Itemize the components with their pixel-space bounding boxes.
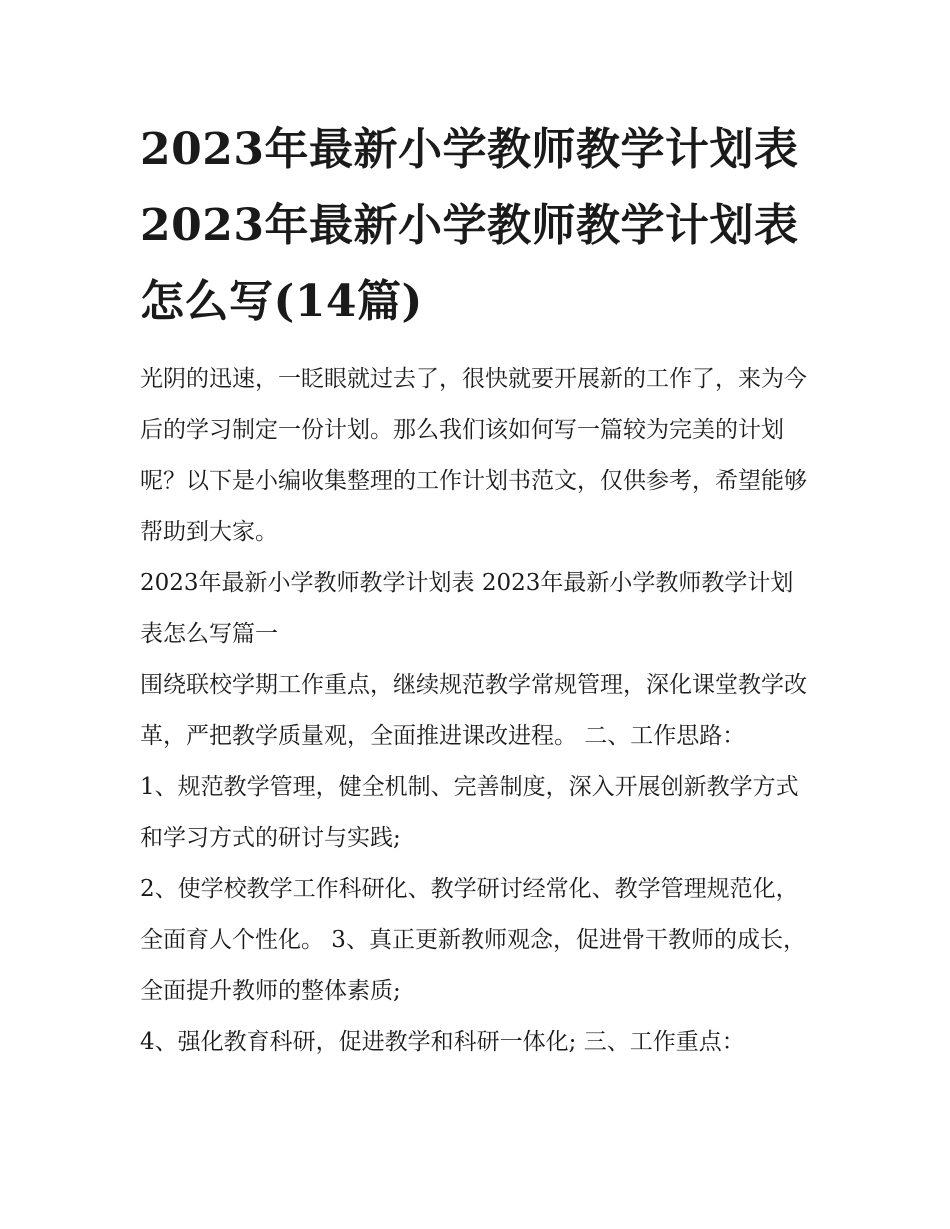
paragraph-intro: 光阴的迅速，一眨眼就过去了，很快就要开展新的工作了，来为今后的学习制定一份计划。那么我们该如何写一篇较为完美的计划呢？以下是小编收集整理的工作计划书范文，仅供参考，希望能够帮助到大家。 [140,366,807,545]
paragraph-item-1: 1、规范教学管理，健全机制、完善制度，深入开展创新教学方式和学习方式的研讨与实践; [140,774,799,851]
document-page [140,112,815,1068]
paragraph-item-2-3: 2、使学校教学工作科研化、教学研讨经常化、教学管理规范化，全面育人个性化。 3、真正更新教师观念，促进骨干教师的成长，全面提升教师的整体素质; [140,876,806,1004]
document-title: 2023年最新小学教师教学计划表 2023年最新小学教师教学计划表怎么写(14篇) [140,124,799,327]
paragraph-section-heading: 2023年最新小学教师教学计划表 2023年最新小学教师教学计划表怎么写篇一 [140,570,794,647]
paragraph-overview: 围绕联校学期工作重点，继续规范教学常规管理，深化课堂教学改革，严把教学质量观，全面推进课改进程。 二、工作思路： [140,672,807,749]
paragraph-item-4: 4、强化教育科研，促进教学和科研一体化; 三、工作重点： [140,1029,745,1055]
